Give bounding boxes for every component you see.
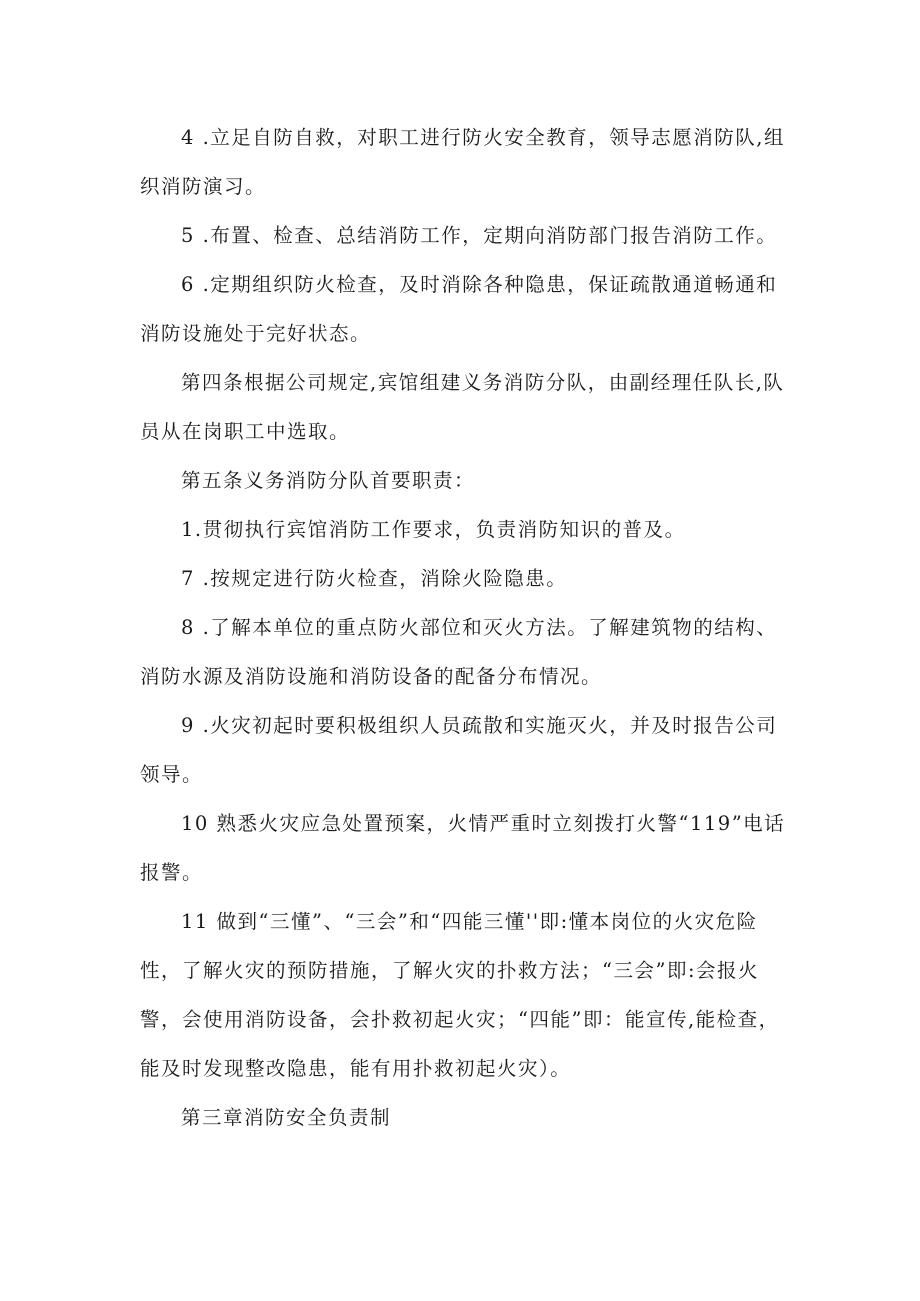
document-body [140, 113, 790, 1142]
paragraph-item-6: 6 .定期组织防火检查，及时消除各种隐患，保证疏散通道畅通和消防设施处于完好状态。 [140, 273, 778, 345]
paragraph-duty-8: 8 .了解本单位的重点防火部位和灭火方法。了解建筑物的结构、消防水源及消防设施和消防设备的配备分布情况。 [140, 616, 778, 688]
chapter-heading: 第三章消防安全负责制 [181, 1106, 392, 1129]
paragraph-duty-7: 7 .按规定进行防火检查，消除火险隐患。 [181, 567, 568, 590]
paragraph-duty-1: 1.贯彻执行宾馆消防工作要求，负责消防知识的普及。 [181, 518, 686, 541]
paragraph-article-5-heading: 第五条义务消防分队首要职责： [181, 469, 476, 492]
paragraph-item-5: 5 .布置、检查、总结消防工作，定期向消防部门报告消防工作。 [181, 224, 778, 247]
paragraph-duty-10: 10 熟悉火灾应急处置预案，火情严重时立刻拨打火警“119”电话报警。 [140, 812, 786, 884]
paragraph-article-4: 第四条根据公司规定,宾馆组建义务消防分队，由副经理任队长,队员从在岗职工中选取。 [140, 371, 785, 443]
paragraph-duty-11: 11 做到“三懂”、“三会”和“四能三懂''即:懂本岗位的火灾危险性，了解火灾的预防措施，了解火灾的扑救方法；“三会”即:会报火警，会使用消防设备，会扑救初起火灾；“四能”即：能宣传,能检查，能及时发现整改隐患，能有用扑救初起火灾）。 [140, 910, 780, 1080]
paragraph-item-4: 4 .立足自防自救，对职工进行防火安全教育，领导志愿消防队,组织消防演习。 [140, 126, 786, 198]
paragraph-duty-9: 9 .火灾初起时要积极组织人员疏散和实施灭火，并及时报告公司领导。 [140, 714, 778, 786]
